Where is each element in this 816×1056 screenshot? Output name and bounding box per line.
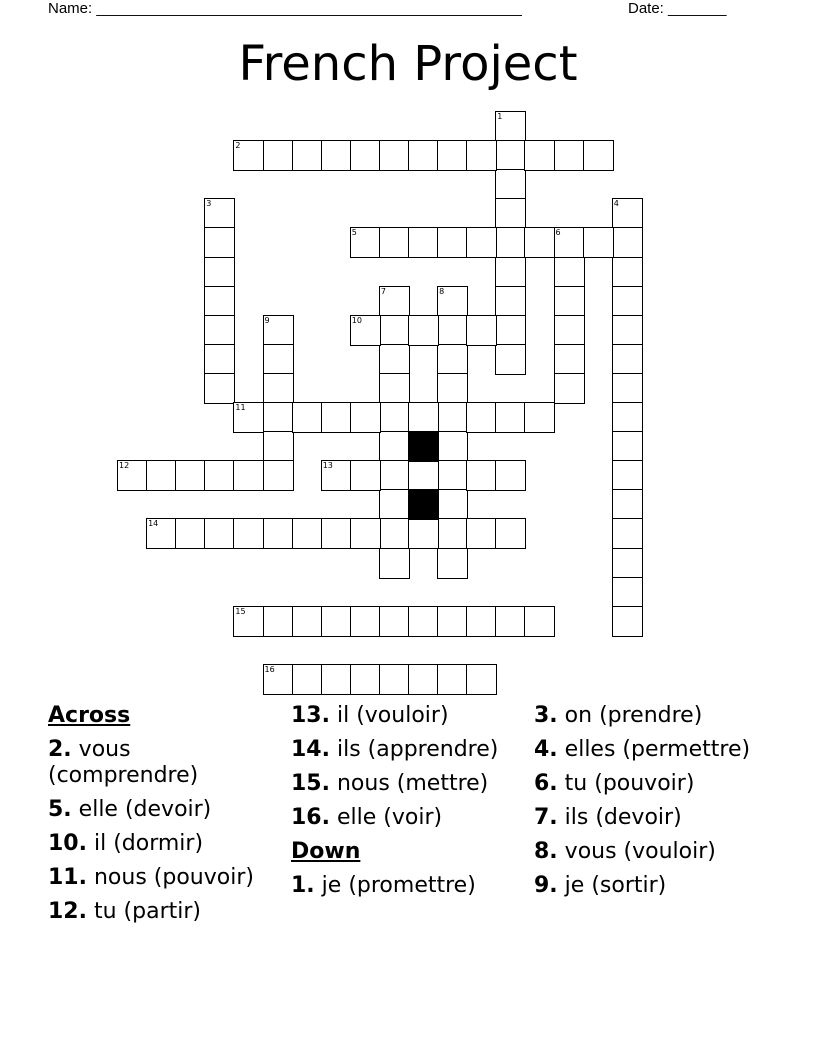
crossword-cell[interactable] (350, 518, 381, 549)
crossword-cell[interactable] (466, 315, 497, 346)
crossword-cell[interactable] (437, 344, 468, 375)
crossword-cell[interactable] (204, 315, 235, 346)
crossword-cell[interactable] (379, 664, 410, 695)
crossword-cell[interactable] (495, 402, 526, 433)
crossword-cell[interactable] (408, 227, 439, 258)
crossword-cell[interactable] (204, 518, 235, 549)
crossword-cell[interactable] (146, 518, 177, 549)
crossword-cell[interactable] (612, 198, 643, 229)
crossword-cell[interactable] (554, 227, 585, 258)
crossword-cell[interactable] (292, 606, 323, 637)
crossword-cell[interactable] (379, 227, 410, 258)
crossword-cell[interactable] (350, 227, 381, 258)
crossword-cell[interactable] (379, 286, 410, 317)
crossword-cell[interactable] (117, 460, 148, 491)
clue-down-6: 6. tu (pouvoir) (534, 771, 695, 796)
crossword-cell[interactable] (292, 402, 323, 433)
clue-down-3: 3. on (prendre) (534, 703, 703, 728)
crossword-cell[interactable] (583, 227, 614, 258)
crossword-cell[interactable] (146, 460, 177, 491)
crossword-cell[interactable] (495, 257, 526, 288)
crossword-cell[interactable] (379, 460, 410, 491)
crossword-cell[interactable] (437, 315, 468, 346)
crossword-cell[interactable] (350, 664, 381, 695)
crossword-cell[interactable] (437, 606, 468, 637)
crossword-cell[interactable] (524, 227, 555, 258)
cell-number: 5 (351, 228, 357, 238)
crossword-cell[interactable] (321, 460, 352, 491)
crossword-cell[interactable] (263, 606, 294, 637)
crossword-cell[interactable] (437, 373, 468, 404)
crossword-cell[interactable] (612, 518, 643, 549)
cell-number: 11 (235, 403, 246, 412)
crossword-cell[interactable] (292, 518, 323, 549)
crossword-cell[interactable] (437, 489, 468, 520)
crossword-cell[interactable] (524, 140, 555, 171)
crossword-cell[interactable] (321, 140, 352, 171)
crossword-cell[interactable] (263, 373, 294, 404)
crossword-cell[interactable] (379, 402, 410, 433)
crossword-cell[interactable] (495, 198, 526, 229)
crossword-cell[interactable] (408, 315, 439, 346)
crossword-cell[interactable] (437, 286, 468, 317)
crossword-cell[interactable] (233, 606, 264, 637)
crossword-cell[interactable] (612, 489, 643, 520)
clue-down-4: 4. elles (permettre) (534, 737, 751, 762)
cell-number: 15 (235, 606, 246, 616)
crossword-cell[interactable] (524, 606, 555, 637)
crossword-cell[interactable] (612, 460, 643, 491)
page-title: French Project (238, 36, 578, 92)
crossword-cell[interactable] (204, 373, 235, 404)
crossword-cell[interactable] (204, 286, 235, 317)
across-heading: Across (48, 703, 131, 728)
crossword-cell[interactable] (350, 140, 381, 171)
crossword-cell[interactable] (292, 140, 323, 171)
crossword-cell[interactable] (379, 518, 410, 549)
crossword-cell[interactable] (495, 140, 526, 171)
crossword-cell[interactable] (175, 460, 206, 491)
crossword-cell[interactable] (466, 140, 497, 171)
clue-across-10: 10. il (dormir) (48, 831, 204, 856)
clue-down-7: 7. ils (devoir) (534, 805, 682, 830)
black-square (408, 431, 439, 462)
crossword-cell[interactable] (495, 227, 526, 258)
crossword-cell[interactable] (350, 402, 381, 433)
clue-across-16: 16. elle (voir) (291, 805, 443, 830)
crossword-cell[interactable] (612, 431, 643, 462)
crossword-cell[interactable] (263, 140, 294, 171)
crossword-cell[interactable] (583, 140, 614, 171)
crossword-cell[interactable] (263, 344, 294, 375)
crossword-cell[interactable] (233, 402, 264, 433)
crossword-cell[interactable] (437, 460, 468, 491)
crossword-cell[interactable] (554, 315, 585, 346)
crossword-cell[interactable] (233, 140, 264, 171)
clues-column-2 (291, 703, 527, 907)
cell-number: 13 (322, 461, 333, 471)
crossword-cell[interactable] (524, 402, 555, 433)
crossword-cell[interactable] (204, 257, 235, 288)
cell-number: 6 (555, 228, 561, 238)
clue-down-1: 1. je (promettre) (291, 873, 476, 898)
cell-number: 12 (119, 461, 130, 471)
crossword-cell[interactable] (495, 344, 526, 375)
crossword-cell[interactable] (408, 460, 439, 491)
crossword-cell[interactable] (379, 489, 410, 520)
down-heading: Down (291, 839, 361, 864)
crossword-cell[interactable] (495, 286, 526, 317)
crossword-cell[interactable] (437, 431, 468, 462)
name-field[interactable]: Name: ___________________________________________________ (48, 0, 522, 17)
cell-number: 3 (206, 199, 212, 209)
crossword-cell[interactable] (379, 548, 410, 579)
crossword-cell[interactable] (612, 344, 643, 375)
clue-across-5: 5. elle (devoir) (48, 797, 212, 822)
crossword-cell[interactable] (554, 140, 585, 171)
crossword-cell[interactable] (612, 548, 643, 579)
crossword-cell[interactable] (408, 140, 439, 171)
crossword-cell[interactable] (321, 402, 352, 433)
crossword-cell[interactable] (612, 606, 643, 637)
crossword-cell[interactable] (350, 315, 381, 346)
crossword-cell[interactable] (437, 518, 468, 549)
crossword-cell[interactable] (466, 518, 497, 549)
crossword-cell[interactable] (612, 286, 643, 317)
crossword-cell[interactable] (466, 664, 497, 695)
clue-across-2: 2. vous (comprendre) (48, 737, 199, 788)
crossword-cell[interactable] (379, 606, 410, 637)
cell-number: 9 (264, 315, 270, 325)
crossword-cell[interactable] (554, 286, 585, 317)
cell-number: 16 (264, 664, 275, 674)
crossword-cell[interactable] (437, 548, 468, 579)
crossword-cell[interactable] (379, 431, 410, 462)
crossword-cell[interactable] (495, 460, 526, 491)
clues-column-1 (48, 703, 284, 933)
crossword-cell[interactable] (554, 373, 585, 404)
clues-column-3 (534, 703, 770, 907)
crossword-cell[interactable] (263, 518, 294, 549)
crossword-cell[interactable] (263, 315, 294, 346)
clue-across-12: 12. tu (partir) (48, 899, 201, 924)
clue-across-13: 13. il (vouloir) (291, 703, 449, 728)
crossword-cell[interactable] (204, 198, 235, 229)
crossword-cell[interactable] (321, 606, 352, 637)
cell-number: 7 (380, 286, 386, 296)
crossword-cell[interactable] (204, 460, 235, 491)
crossword-cell[interactable] (466, 227, 497, 258)
crossword-cell[interactable] (612, 402, 643, 433)
crossword-cell[interactable] (175, 518, 206, 549)
crossword-cell[interactable] (408, 518, 439, 549)
crossword-cell[interactable] (437, 402, 468, 433)
clue-across-14: 14. ils (apprendre) (291, 737, 499, 762)
crossword-cell[interactable] (495, 518, 526, 549)
crossword-cell[interactable] (350, 460, 381, 491)
crossword-cell[interactable] (321, 664, 352, 695)
cell-number: 2 (235, 141, 241, 151)
crossword-cell[interactable] (554, 344, 585, 375)
crossword-cell[interactable] (233, 460, 264, 491)
crossword-cell[interactable] (379, 344, 410, 375)
crossword-cell[interactable] (408, 606, 439, 637)
crossword-cell[interactable] (495, 111, 526, 142)
crossword-cell[interactable] (263, 402, 294, 433)
crossword-cell[interactable] (350, 606, 381, 637)
crossword-cell[interactable] (233, 518, 264, 549)
crossword-cell[interactable] (379, 140, 410, 171)
crossword-cell[interactable] (321, 518, 352, 549)
crossword-cell[interactable] (204, 227, 235, 258)
crossword-cell[interactable] (263, 460, 294, 491)
crossword-cell[interactable] (263, 431, 294, 462)
clue-across-15: 15. nous (mettre) (291, 771, 489, 796)
crossword-cell[interactable] (204, 344, 235, 375)
crossword-cell[interactable] (379, 315, 410, 346)
cell-number: 8 (439, 286, 445, 296)
black-square (408, 489, 439, 520)
crossword-cell[interactable] (466, 402, 497, 433)
crossword-cell[interactable] (495, 169, 526, 200)
crossword-cell[interactable] (612, 315, 643, 346)
crossword-cell[interactable] (408, 664, 439, 695)
crossword-cell[interactable] (437, 140, 468, 171)
clue-down-8: 8. vous (vouloir) (534, 839, 716, 864)
crossword-cell[interactable] (612, 373, 643, 404)
crossword-cell[interactable] (554, 257, 585, 288)
crossword-cell[interactable] (408, 402, 439, 433)
crossword-cell[interactable] (466, 460, 497, 491)
clue-down-9: 9. je (sortir) (534, 873, 667, 898)
cell-number: 14 (148, 519, 159, 529)
date-field[interactable]: Date: _______ (628, 0, 727, 17)
clue-across-11: 11. nous (pouvoir) (48, 865, 254, 890)
crossword-cell[interactable] (495, 315, 526, 346)
crossword-cell[interactable] (495, 606, 526, 637)
cell-number: 10 (351, 315, 362, 325)
cell-number: 1 (497, 112, 503, 121)
crossword-cell[interactable] (612, 577, 643, 608)
crossword-cell[interactable] (437, 227, 468, 258)
cell-number: 4 (613, 199, 619, 209)
crossword-cell[interactable] (437, 664, 468, 695)
crossword-cell[interactable] (379, 373, 410, 404)
crossword-cell[interactable] (292, 664, 323, 695)
crossword-cell[interactable] (612, 227, 643, 258)
crossword-cell[interactable] (466, 606, 497, 637)
crossword-cell[interactable] (263, 664, 294, 695)
crossword-cell[interactable] (612, 257, 643, 288)
